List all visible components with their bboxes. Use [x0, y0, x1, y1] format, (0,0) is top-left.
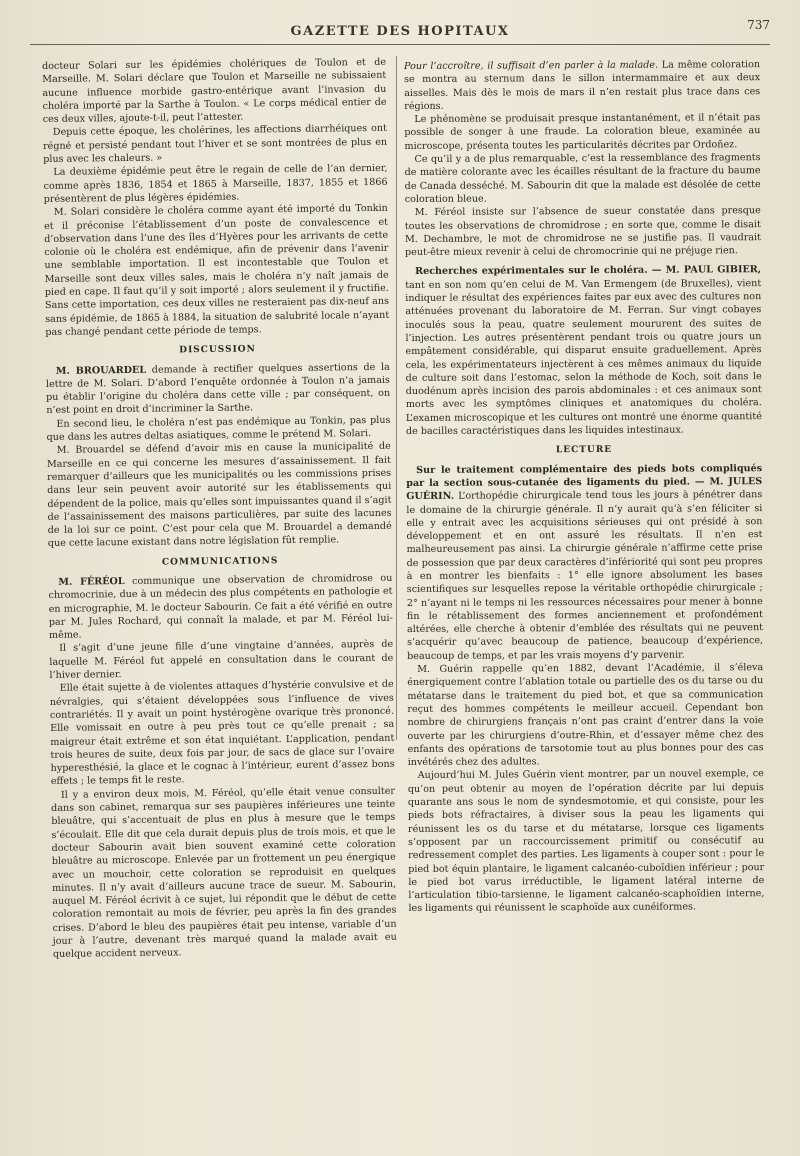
paragraph: Elle était sujette à de violentes attaques d’hystérie convulsive et de névralgies, qui s’étaient développées sous l’influence de vives contrariétés. Il y avait un point hystérogène ovarique très prononcé. Elle vomissait en outre à peu près tout ce qu’elle prenait ; sa maigreur était extrême et son état inquiétant. L’application, pendant trois heures de suite, deux fois par jour, de sacs de glace sur l’ovaire hyperesthésié, la glace et le cognac à l’intérieur, eurent d’assez bons effets ; le temps fit le reste. — [49, 679, 395, 788]
paragraph: En second lieu, le choléra n’est pas endémique au Tonkin, pas plus que dans les autres deltas asiatiques, comme le prétend M. Solari. — [46, 414, 391, 443]
journal-title: GAZETTE DES HOPITAUX — [290, 24, 510, 39]
paragraph: Le phénomène se produisait presque instantanément, et il n’était pas possible de songer à une fraude. La coloration bleue, examinée au microscope, présenta toutes les particularités décrites par Ordoñez. — [404, 112, 761, 152]
paragraph: M. Guérin rappelle qu’en 1882, devant l’Académie, il s’éleva énergiquement contre l’ablation totale ou partielle des os du tarse ou du métatarse dans le traitement du pied bot, et que sa communication reçut des hommes compétents le meilleur accueil. Cependant bon nombre de chirurgiens français n’ont pas craint d’entrer dans la voie ouverte par les chirurgiens d’outre-Rhin, et d’essayer même chez des enfants des opérations de tarsotomie tout au plus bonnes pour des cas invétérés chez des adultes. — [407, 662, 764, 769]
paragraph: Il y a environ deux mois, M. Féréol, qu’elle était venue consulter dans son cabinet, remarqua sur ses paupières inférieures une teinte bleuâtre, qui s’accentuait de plus en plus à mesure que le temps s’écoulait. Elle dit que cela durait depuis plus de trois mois, et que le docteur Sabourin avait bien souvent examiné cette coloration bleuâtre au microscope. Enlevée par un frottement un peu énergique avec un mouchoir, cette coloration se reproduisit en quelques minutes. Il n’y avait d’ailleurs aucune trace de sueur. M. Sabourin, auquel M. Féréol écrivit à ce sujet, lui répondit que le début de cette coloration remontait au mois de février, peu après la fin des grandes crises. D’abord le bleu des paupières était peu intense, variable d’un jour à l’autre, devenant très marqué quand la malade avait eu quelque accident nerveux. — [51, 785, 397, 961]
paragraph: M. Brouardel se défend d’avoir mis en cause la municipalité de Marseille en ce qui concerne les mesures d’assainissement. Il fait remarquer d’ailleurs que les municipalités ou les commissions prises dans leur sein peuvent avoir autorité sur les établissements qui dépendent de la police, mais qu’elles sont impuissantes quand il s’agit de l’assainissement des maisons particulières, par suite des lacunes de la loi sur ce point. C’est pour cela que M. Brouardel a demandé que cette lacune existant dans notre législation fût remplie. — [46, 441, 392, 550]
header-rule — [30, 44, 770, 45]
left-column — [42, 56, 397, 962]
paragraph: Aujourd’hui M. Jules Guérin vient montrer, par un nouvel exemple, ce qu’on peut obtenir au moyen de l’opération décrite par lui depuis quarante ans sous le nom de syndesmotomie, et qui consiste, pour les pieds bots réfractaires, à diviser sous la peau les ligaments qui réunissent les os du tarse et du métatarse, lorsque ces ligaments s’opposent par un raccourcissement primitif ou consécutif au redressement complet des parties. Les ligaments à couper sont : pour le pied bot équin plantaire, le ligament calcanéo-cuboïdien inférieur ; pour le pied bot varus irréductible, le ligament latéral interne de l’articulation tibio-tarsienne, le ligament calcanéo-scaphoïdien interne, les ligaments qui réunissent le scaphoïde aux cunéiformes. — [407, 768, 765, 915]
right-column — [404, 58, 764, 916]
article-title: Sur le traitement complémentaire des pieds bots compliqués par la section sous-cutanée des ligaments du pied. — [406, 462, 763, 489]
article-author: — M. JULES GUÉRIN. — [406, 476, 763, 503]
paragraph-text: communique une observation de chromidrose ou chromocrinie, due à un médecin des plus compétents en pathologie et en micrographie, M. le docteur Sabourin. Ce fait a été vérifié en outre par M. Jules Rochard, qui connaît la malade, et par M. Féréol lui-même. — [48, 572, 393, 642]
speaker-name: M. BROUARDEL — [55, 364, 147, 377]
italic-lead: Pour l’accroître, il suffisait d’en parler à la malade. — [404, 59, 659, 72]
column-divider — [396, 56, 397, 740]
paragraph — [48, 572, 393, 643]
speaker-name: M. FÉRÉOL — [58, 576, 125, 588]
paragraph: docteur Solari sur les épidémies cholériques de Toulon et de Marseille. M. Solari déclare que Toulon et Marseille ne subissaient aucune influence morbide gastro-entérique avant l’invasion du choléra importé par la Sarthe à Toulon. « Le corps médical entier de ces deux villes, ajoute-t-il, peut l’attester. — [42, 56, 387, 126]
paragraph-text: L’orthopédie chirurgicale tend tous les jours à pénétrer dans le domaine de la chirurgie générale. Il n’y aurait qu’à s’en féliciter si elle y entrait avec les acquisitions sérieuses qui ont présidé à son développement et en ont assuré les résultats. Il n’en est malheureusement pas ainsi. La chirurgie générale n’affirme cette prise de possession que par deux caractères d’infériorité qui sont peu propres à en montrer les bienfaits : 1° elle ignore absolument les bases scientifiques sur lesquelles repose la véritable orthopédie chirurgicale ; 2° n’ayant ni le temps ni les ressources nécessaires pour mener à bonne fin le rétablissement des formes anciennement et profondément altérées, elle cherche à obtenir d’emblée des résultats qui ne peuvent s’acquérir qu’avec beaucoup de patience, beaucoup d’expérience, beaucoup de temps, et par les vrais moyens d’y parvenir. — [406, 489, 764, 662]
section-heading-discussion: DISCUSSION — [179, 344, 256, 356]
paragraph-text: tant en son nom qu’en celui de M. Van Ermengem (de Bruxelles), vient indiquer le résultat des expériences faites par eux avec des cultures non atténuées provenant du laboratoire de M. Ferran. Sur vingt cobayes inoculés sous la peau, quatre seulement moururent des suites de l’injection. Les autres présentèrent pendant trois ou quatre jours un empâtement considérable, qui disparut ensuite graduellement. Après cela, les expérimentateurs injectèrent à ces mêmes animaux du liquide de culture soit dans l’estomac, selon la méthode de Koch, soit dans le duodénum après incision des parois abdominales : et ces animaux sont morts avec les symptômes cliniques et anatomiques du choléra. L’examen microscopique et les cultures ont montré une énorme quantité de bacilles caractéristiques dans les liquides intestinaux. — [405, 277, 762, 438]
paragraph: M. Féréol insiste sur l’absence de sueur constatée dans presque toutes les observations de chromidrose ; en sorte que, comme le disait M. Dechambre, le mot de chromidrose ne se justifie pas. Il vaudrait peut-être mieux revenir à celui de chromocrinie qui ne préjuge rien. — [404, 205, 761, 259]
paragraph: La deuxième épidémie peut être le regain de celle de l’an dernier, comme après 1836, 1854 et 1865 à Marseille, 1837, 1855 et 1866 présentèrent de plus légères épidémies. — [43, 163, 388, 205]
recherches-paragraph — [405, 264, 762, 439]
section-heading-lecture: LECTURE — [555, 445, 613, 456]
paragraph: Ce qu’il y a de plus remarquable, c’est la ressemblance des fragments de matière colorante avec les écailles résultant de la fracture du baume de Canada desséché. M. Sabourin dit que la malade est désolée de cette coloration bleue. — [404, 152, 761, 205]
paragraph-text: La même coloration se montra au sternum dans le sillon intermammaire et aux deux aisselles. Mais dès le mois de mars il n’en restait plus trace dans ces régions. — [404, 59, 761, 112]
paragraph: Il s’agit d’une jeune fille d’une vingtaine d’années, auprès de laquelle M. Féréol fut appelé en consultation dans le courant de l’hiver dernier. — [49, 639, 394, 682]
lecture-paragraph — [406, 462, 763, 663]
paragraph: Depuis cette époque, les cholérines, les affections diarrhéiques ont régné et persisté pendant tout l’hiver et se sont montrées de plus en plus avec les chaleurs. » — [42, 123, 388, 166]
section-heading-communications: COMMUNICATIONS — [161, 555, 279, 568]
page-number: 737 — [747, 18, 770, 32]
article-title: Recherches expérimentales sur le choléra. — [415, 265, 648, 278]
paragraph — [46, 360, 391, 417]
article-author: — M. PAUL GIBIER, — [647, 264, 762, 277]
paragraph — [404, 58, 760, 113]
page-header — [30, 18, 770, 58]
paragraph-text: demande à rectifier quelques assertions de la lettre de M. Solari. D’abord l’enquête ordonnée à Toulon n’a jamais pu établir l’origine du choléra dans cette ville ; par conséquent, on n’est point en droit d’incriminer la Sarthe. — [45, 361, 391, 417]
paragraph: M. Solari considère le choléra comme ayant été importé du Tonkin et il préconise l’établissement d’un poste de convalescence et d’observation dans l’une des îles d’Hyères pour les arrivants de cette colonie où le choléra est endémique, afin de prévenir dans l’avenir une semblable importation. Il est incontestable que Toulon et Marseille sont deux villes sales, mais le choléra n’y naît jamais de pied en cape. Il faut qu’il y soit importé ; alors seulement il y fructifie. Sans cette importation, ces deux villes ne resteraient pas dix-neuf ans sans épidémie, de 1865 à 1884, la situation de salubrité locale n’ayant pas changé pendant cette période de temps. — [43, 203, 390, 338]
